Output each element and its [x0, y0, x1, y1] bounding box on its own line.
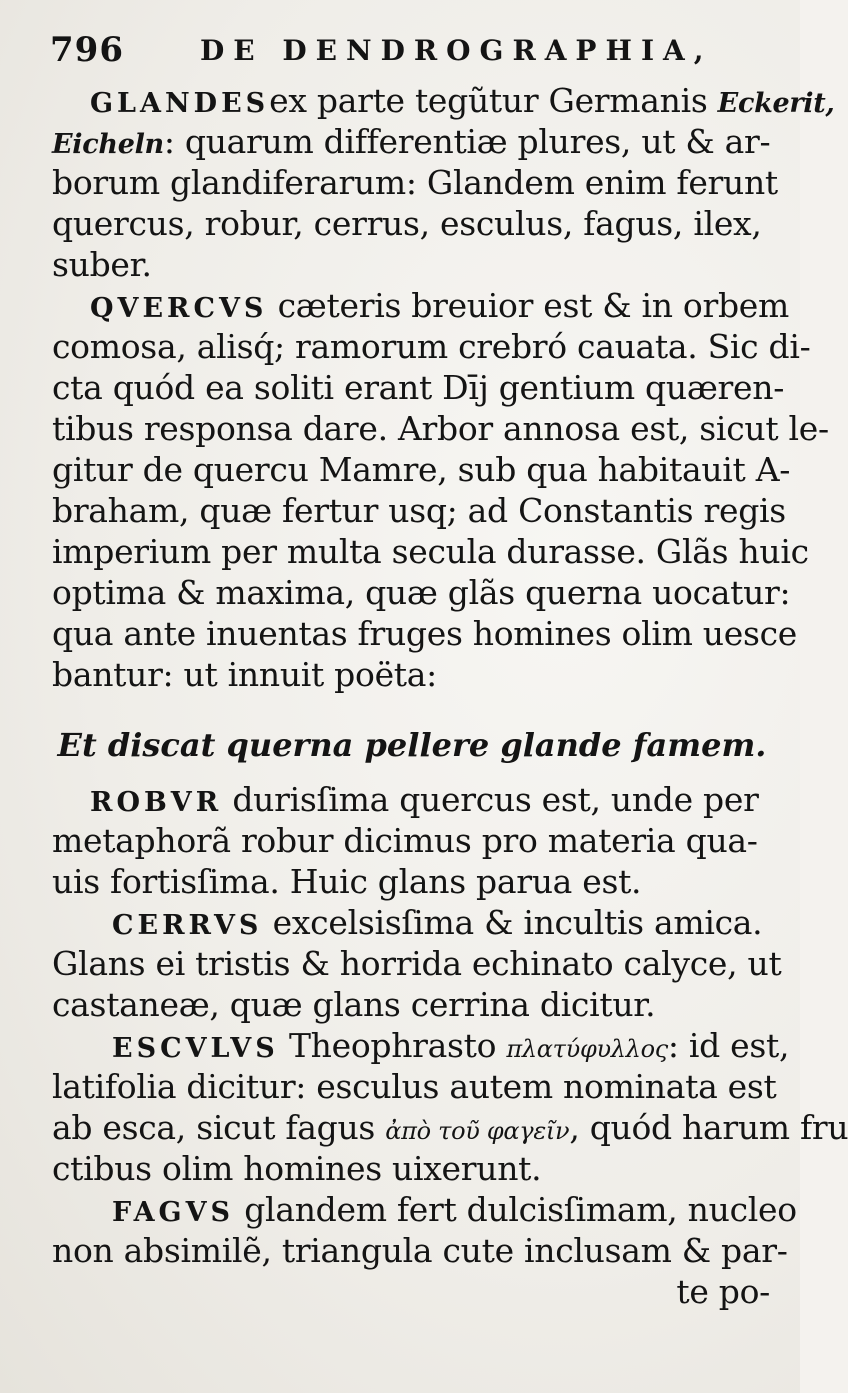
- small-caps-heading: ESCVLVS: [112, 1033, 279, 1064]
- text-line: [52, 861, 772, 902]
- text-line: [52, 902, 772, 943]
- line-text: Theophrasto: [278, 1026, 507, 1065]
- text-line: [52, 449, 791, 490]
- verse-quote: Et discat querna pellere glande famem.: [57, 726, 767, 764]
- catchword: te po-: [676, 1272, 770, 1311]
- line-text: suber.: [52, 245, 152, 284]
- line-text: ex parte tegũtur Germanis: [269, 81, 718, 120]
- small-caps-heading: FAGVS: [112, 1197, 235, 1228]
- text-line: [52, 490, 786, 531]
- line-text: comosa, alisq́; ramorum crebró cauata. Sic di-: [52, 327, 811, 366]
- line-text: ctibus olim homines uixerunt.: [52, 1149, 542, 1188]
- text-line: [52, 367, 785, 408]
- line-text: qua ante inuentas fruges homines olim uesce: [52, 614, 798, 653]
- line-text: tibus responsa dare. Arbor annosa est, sicut le-: [52, 409, 829, 448]
- text-line: [52, 1025, 790, 1066]
- page-number: 796: [50, 30, 124, 70]
- line-text: uis fortisſima. Huic glans parua est.: [52, 862, 642, 901]
- line-text: : id est,: [667, 1026, 790, 1065]
- text-line: [52, 820, 772, 861]
- text-line: [52, 80, 835, 121]
- text-line: [52, 1230, 788, 1271]
- text-line: [52, 1189, 797, 1230]
- small-caps-heading: GLANDES: [90, 88, 270, 119]
- text-line: [52, 408, 829, 449]
- line-text: glandem fert dulcisſimam, nucleo: [234, 1190, 797, 1229]
- line-text: latifolia dicitur: esculus autem nominata est: [52, 1067, 777, 1106]
- line-text: : quarum differentiæ plures, ut & ar-: [163, 122, 771, 161]
- text-line: [52, 531, 809, 572]
- small-caps-heading: ROBVR: [90, 787, 223, 818]
- text-line: [52, 162, 778, 203]
- line-text: excelsisſima & incultis amica.: [262, 903, 763, 942]
- line-text: cta quód ea soliti erant Dīj gentium quæren-: [52, 368, 785, 407]
- line-text: castaneæ, quæ glans cerrina dicitur.: [52, 985, 656, 1024]
- text-line: [52, 1107, 848, 1148]
- text-line: [52, 121, 772, 162]
- small-caps-heading: CERRVS: [112, 910, 263, 941]
- line-text: quercus, robur, cerrus, esculus, fagus, ilex,: [52, 204, 762, 243]
- text-line: [52, 572, 791, 613]
- text-line: [52, 779, 772, 820]
- running-head: [50, 30, 760, 80]
- italic-word: Eckerit,: [717, 88, 835, 119]
- text-block: [52, 80, 848, 1312]
- line-text: non absimilẽ, triangula cute inclusam & par-: [52, 1231, 788, 1270]
- text-line: [52, 984, 772, 1025]
- text-line: [52, 943, 782, 984]
- greek-word: ἀπὸ τοῦ φαγεῖν: [385, 1117, 570, 1145]
- line-text: durisſima quercus est, unde per: [222, 780, 759, 819]
- line-text: cæteris breuior est & in orbem: [267, 286, 790, 325]
- line-text: , quód harum fru: [569, 1108, 848, 1147]
- text-line: [52, 1066, 777, 1107]
- text-line: [52, 244, 772, 285]
- running-title: DE DENDROGRAPHIA,: [200, 34, 713, 67]
- text-line: [52, 654, 772, 695]
- italic-word: Eicheln: [52, 129, 164, 160]
- text-line: [52, 285, 790, 326]
- text-line: [52, 1148, 772, 1189]
- text-line: [52, 613, 798, 654]
- spacer: [52, 695, 772, 709]
- line-text: Glans ei tristis & horrida echinato calyce, ut: [52, 944, 782, 983]
- text-line: [52, 326, 811, 367]
- line-text: gitur de quercu Mamre, sub qua habitauit A-: [52, 450, 791, 489]
- greek-word: πλατύφυλλος: [506, 1035, 668, 1063]
- line-text: optima & maxima, quæ glãs querna uocatur:: [52, 573, 791, 612]
- line-text: metaphorã robur dicimus pro materia qua-: [52, 821, 758, 860]
- line-text: imperium per multa secula durasse. Glãs huic: [52, 532, 809, 571]
- line-text: borum glandiferarum: Glandem enim ferunt: [52, 163, 778, 202]
- line-text: ab esca, sicut fagus: [52, 1108, 386, 1147]
- line-text: bantur: ut innuit poëta:: [52, 655, 437, 694]
- text-line: [52, 203, 772, 244]
- small-caps-heading: QVERCVS: [90, 293, 268, 324]
- line-text: braham, quæ fertur usq; ad Constantis regis: [52, 491, 786, 530]
